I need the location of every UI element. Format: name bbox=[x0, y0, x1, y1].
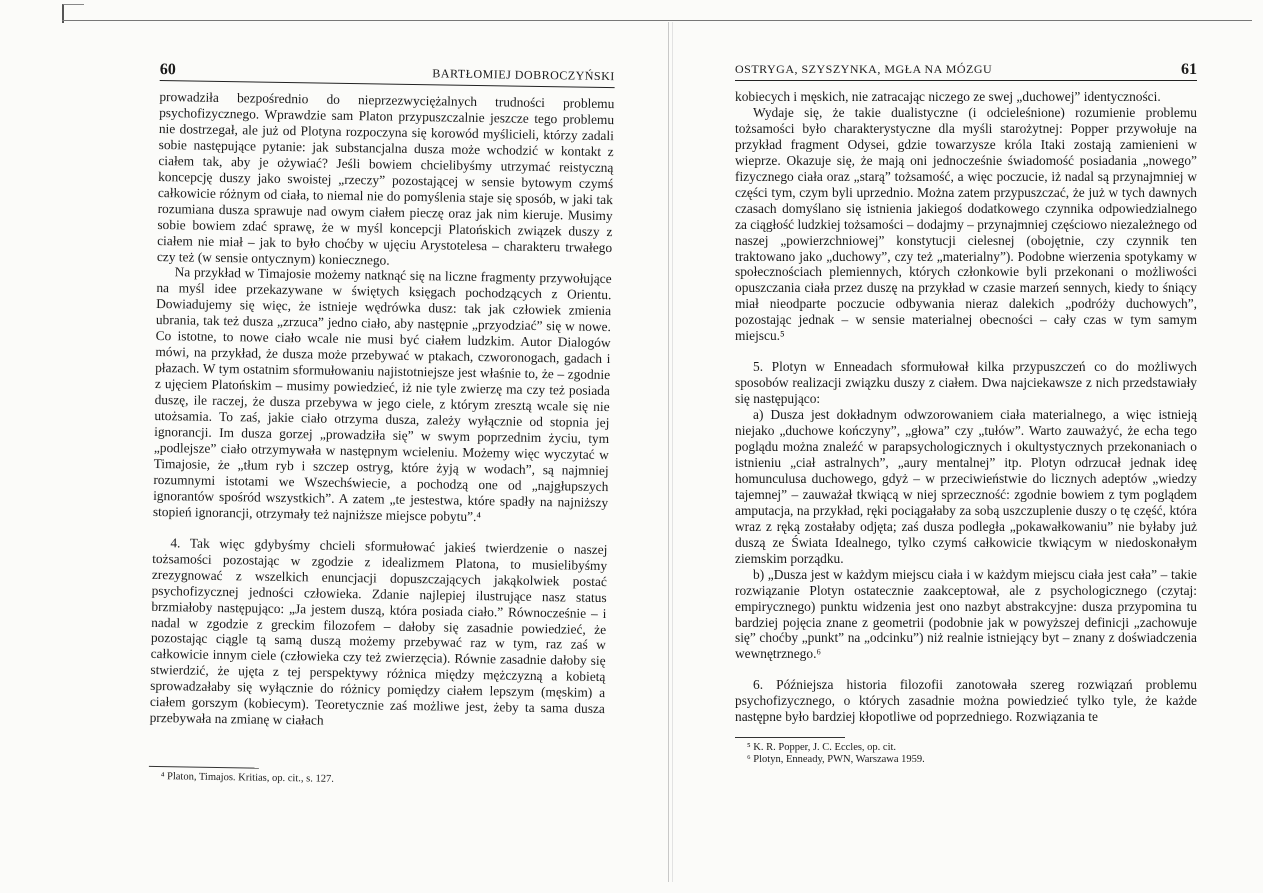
right-paragraph-5: b) „Dusza jest w każdym miejscu ciała i w każdym miejscu ciała jest cała” – takie rozwiązanie Plotyn ostatecznie zaakceptował, ale z psychologicznego (czytaj: empirycznego) punktu widzenia jest ono nazbyt abstrakcyjne: dusza przypomina tu bardziej pojęcia znane z geometrii (podobnie jak w powyższej definicji „zachowuje się” choćby „punkt” na „odcinku”) niż realnie istniejący byt – znany z doświadczenia wewnętrznego.⁶ bbox=[735, 566, 1197, 662]
right-paragraph-3: 5. Plotyn w Enneadach sformułował kilka przypuszczeń co do możliwych sposobów realizacji związku duszy z ciałem. Dwa najciekawsze z nich przedstawiały się następująco: bbox=[735, 359, 1197, 407]
right-footnote-6: ⁶ Plotyn, Enneady, PWN, Warszawa 1959. bbox=[747, 754, 925, 766]
left-running-header bbox=[160, 60, 615, 88]
left-running-head: BARTŁOMIEJ DOBROCZYŃSKI bbox=[432, 66, 615, 84]
left-page-number: 60 bbox=[159, 61, 176, 79]
book-gutter bbox=[668, 22, 669, 882]
scan-top-edge bbox=[62, 20, 1252, 21]
right-page-number: 61 bbox=[1181, 61, 1197, 79]
book-gutter-shadow bbox=[672, 22, 673, 882]
right-running-head: OSTRYGA, SZYSZYNKA, MGŁA NA MÓZGU bbox=[735, 62, 993, 77]
left-footnote-4: ⁴ Platon, Timajos. Kritias, op. cit., s. 127. bbox=[160, 771, 334, 785]
right-paragraph-6: 6. Późniejsza historia filozofii zanotowała szereg rozwiązań problemu psychofizycznego, o których zasadnie można powiedzieć tylko tyle, że każde następne było bardziej kłopotliwe od poprzedniego. Rozwiązania te bbox=[735, 677, 1197, 725]
right-page bbox=[735, 60, 1197, 766]
right-paragraph-4: a) Dusza jest dokładnym odwzorowaniem ciała materialnego, a więc istnieją niejako „duchowe kończyny”, „głowa” czy „tułów”. Warto zauważyć, że echa tego poglądu można znaleźć w parapsychologicznych i okultystycznych przekonaniach o istnieniu „ciał astralnych”, „aury mentalnej” itp. Plotyn odrzucał jednak ideę homunculusa duchowego, gdyż – w przeciwieństwie do licznych adeptów „wiedzy tajemnej” – zauważał tkwiącą w niej sprzeczność: zgodnie bowiem z tym poglądem amputacja, na przykład, ręki pociągałaby za sobą uszczuplenie duszy o tę część, która wraz z ręką zostałaby odjęta; zaś dusza podległa „pokawałkowaniu” nie byłaby już duszą ze Świata Idealnego, tylko czymś całkowicie tkwiącym w niedoskonałym ziemskim porządku. bbox=[735, 407, 1197, 566]
left-paragraph-3: 4. Tak więc gdybyśmy chcieli sformułować jakieś twierdzenie o naszej tożsamości pozostając w zgodzie z idealizmem Platona, to musielibyśmy zrezygnować z wszelkich enuncjacji dopuszczających jakąkolwiek postać psychofizycznej jedności człowieka. Zdanie najlepiej ilustrujące nasz status brzmiałoby następująco: „Ja jestem duszą, która posiada ciało.” Równocześnie – i nadal w zgodzie z greckim filozofem – dałoby się zasadnie powiedzieć, że pozostając ciągle tą samą duszą możemy przebywać raz w tym, raz zaś w całkowicie innym ciele (człowieka czy też zwierzęcia). Równie zasadnie dałoby się stwierdzić, że ujęta z tej perspektywy różnica między mężczyzną a kobietą sprowadzałaby się wyłącznie do różnicy pomiędzy ciałem lepszym (męskim) a ciałem gorszym (kobiecym). Teoretycznie zaś możliwe jest, żeby ta sama dusza przebywała na zmianę w ciałach bbox=[149, 534, 608, 728]
right-running-header bbox=[735, 60, 1197, 81]
right-paragraph-1: kobiecych i męskich, nie zatracając niczego ze swej „duchowej” identyczności. bbox=[735, 89, 1161, 104]
right-footnote-separator bbox=[735, 737, 845, 738]
right-paragraph-2: Wydaje się, że takie dualistyczne (i odcieleśnione) rozumienie problemu tożsamości było charakterystyczne dla myśli starożytnej: Popper przywołuje na przykład fragment Odysei, gdzie towarzysze króla Itaki zostają zamienieni w wieprze. Okazuje się, że mają oni jednocześnie świadomość posiadania „nowego” fizycznego ciała oraz „starą” tożsamość, a więc poczucie, iż nadal są przynajmniej w części tym, czym byli uprzednio. Można zatem przypuszczać, że już w tych dawnych czasach domyślano się istnienia jakiegoś dodatkowego czynnika odpowiedzialnego za ciągłość ludzkiej tożsamości – dodajmy – przynajmniej częściowo niezależnego od naszej „powierzchniowej” konstytucji cielesnej (obojętnie, czy czynnik ten traktowano jako „duchowy”, czy też „materialny”). Podobne wierzenia spotykamy w społecznościach plemiennych, których członkowie byli przekonani o możliwości opuszczania ciała przez duszę na przykład w czasie marzeń sennych, kiedy to śniący miał nieodparte poczucie odbywania nieraz dalekich „podróży duchowych”, pozostając jednak – w sensie materialnej obecności – cały czas w tym samym miejscu.⁵ bbox=[735, 104, 1197, 344]
left-footnote-separator bbox=[149, 766, 259, 769]
left-paragraph-1: prowadziła bezpośrednio do nieprzezwyciężalnych trudności problemu psychofizycznego. Wprawdzie sam Platon przypuszczalnie jeszcze tego problemu nie dostrzegał, ale już od Plotyna rozpoczyna się korowód myślicieli, którzy zadali sobie następujące pytanie: jak substancjalna dusza może wchodzić w kontakt z ciałem tak, aby je ożywiać? Jeśli bowiem chcielibyśmy utrzymać reistyczną koncepcję duszy jako swoistej „rzeczy” pozostającej w sensie bytowym czymś całkowicie różnym od ciała, to niemal nie do pomyślenia staje się sposób, w jaki tak rozumiana dusza sprawuje nad owym ciałem pieczę oraz jak nim kieruje. Musimy sobie bowiem zdać sprawę, że w myśl koncepcji Platońskich związek duszy z ciałem nie miał – jak to było choćby w ujęciu Arystotelesa – charakteru trwałego czy też (w sensie ontycznym) koniecznego. bbox=[156, 88, 615, 268]
left-page bbox=[149, 60, 615, 790]
right-footnote-5: ⁵ K. R. Popper, J. C. Eccles, op. cit. bbox=[747, 742, 897, 754]
left-paragraph-2: Na przykład w Timajosie możemy natknąć się na liczne fragmenty przywołujące na myśl idee przekazywane w świętych księgach pochodzących z Orientu. Dowiadujemy się więc, że istnieje wędrówka dusz: tak jak człowiek zmienia ubrania, tak też dusza „zrzuca” jedno ciało, aby następnie „przyodziać” się w nowe. Co istotne, to nowe ciało wcale nie musi być ciałem ludzkim. Autor Dialogów mówi, na przykład, że dusza może przebywać w ptakach, czworonogach, gadach i płazach. W tym ostatnim sformułowaniu najistotniejsze jest właśnie to, że – zgodnie z ujęciem Platońskim – musimy powiedzieć, iż nie tyle zwierzę ma czy też posiada duszę, ile raczej, że dusza przebywa w jego ciele, z którym zresztą wcale się nie utożsamia. To zaś, jakie ciało otrzyma dusza, zależy wyłącznie od stopnia jej ignorancji. Im dusza gorzej „prowadziła się” w swym poprzednim życiu, tym „podlejsze” ciało otrzymywała w następnym wcieleniu. Możemy więc wyczytać w Timajosie, że „tłum ryb i szczep ostryg, które żyją w wodach”, są najmniej rozumnymi istotami we Wszechświecie, a pochodzą one od „najgłupszych ignorantów spośród wszystkich”. A zatem „te jestestwa, które spadły na najniższy stopień ignorancji, otrzymały też najniższe miejsce pobytu”.⁴ bbox=[152, 264, 612, 524]
